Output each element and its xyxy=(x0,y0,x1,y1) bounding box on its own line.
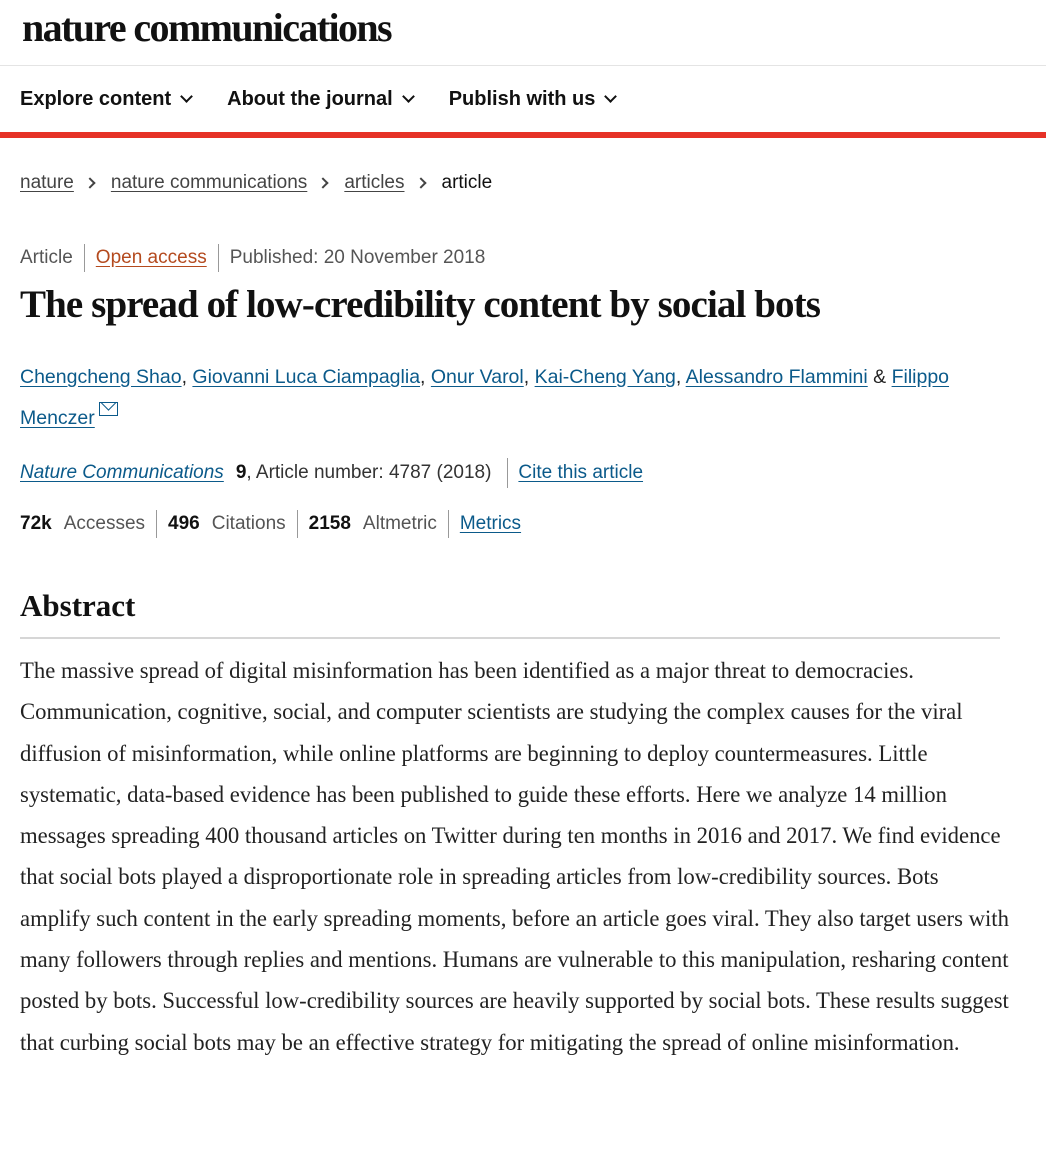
journal-volume: 9 xyxy=(235,462,247,483)
altmetric-score: 2158 xyxy=(308,513,351,534)
divider xyxy=(218,244,219,272)
divider xyxy=(507,458,508,488)
divider xyxy=(297,510,298,538)
nav-about-journal[interactable] xyxy=(227,79,413,119)
article-metrics xyxy=(20,510,521,538)
article-title: The spread of low-credibility content by social bots xyxy=(20,283,821,326)
chevron-right-icon xyxy=(415,177,426,188)
citations-count: 496 xyxy=(168,513,200,534)
site-header xyxy=(0,0,1046,66)
author-link[interactable]: Filippo Menczer xyxy=(20,366,950,429)
chevron-down-icon xyxy=(180,90,193,103)
accesses-count: 72k xyxy=(20,513,52,534)
nav-item-label: About the journal xyxy=(227,87,393,110)
main-nav xyxy=(0,66,1046,138)
author-separator: , xyxy=(523,366,535,388)
abstract-text: The massive spread of digital misinformation has been identified as a major threat to democracies. Communication, cognitive, social, and computer scientists are studying the complex causes for the viral diffusion of misinformation, while online platforms are beginning to deploy countermeasures. Little systematic, data-based evidence has been published to guide these efforts. Here we analyze 14 million messages spreading 400 thousand articles on Twitter during ten months in 2016 and 2017. We find evidence that social bots played a disproportionate role in spreading articles from low-credibility sources. Bots amplify such content in the early spreading moments, before an article goes viral. They also target users with many followers through replies and mentions. Humans are vulnerable to this manipulation, resharing content posted by bots. Successful low-credibility sources are heavily supported by social bots. These results suggest that curbing social bots may be an effective strategy for mitigating the spread of online misinformation. xyxy=(20,658,1009,1055)
journal-link[interactable]: Nature Communications xyxy=(20,462,224,483)
chevron-down-icon xyxy=(604,90,617,103)
metrics-link[interactable]: Metrics xyxy=(459,513,522,534)
section-divider xyxy=(20,637,1000,639)
breadcrumb-link-nature-communications[interactable]: nature communications xyxy=(110,172,308,193)
nav-item-label: Explore content xyxy=(20,87,172,110)
author-separator: , xyxy=(675,366,686,388)
author-separator: , xyxy=(181,366,193,388)
journal-logo[interactable]: nature communications xyxy=(22,5,391,50)
divider xyxy=(156,510,157,538)
breadcrumb-link-articles[interactable]: articles xyxy=(344,172,405,193)
divider xyxy=(448,510,449,538)
author-link[interactable]: Onur Varol xyxy=(430,366,524,388)
open-access-link[interactable]: Open access xyxy=(95,247,207,268)
article-type: Article xyxy=(20,247,73,268)
published-date: Published: 20 November 2018 xyxy=(229,247,486,268)
author-link[interactable]: Kai-Cheng Yang xyxy=(534,366,676,388)
chevron-right-icon xyxy=(84,177,95,188)
nav-publish-with-us[interactable] xyxy=(449,79,616,119)
citations-label: Citations xyxy=(211,513,286,534)
author-link[interactable]: Chengcheng Shao xyxy=(20,366,182,388)
article-number: , Article number: 4787 (2018) xyxy=(246,462,492,483)
chevron-down-icon xyxy=(402,90,415,103)
author-separator: , xyxy=(420,366,431,388)
abstract-heading: Abstract xyxy=(20,588,136,623)
altmetric-label: Altmetric xyxy=(362,513,437,534)
author-list xyxy=(20,357,1020,439)
nav-explore-content[interactable] xyxy=(20,79,191,119)
chevron-right-icon xyxy=(318,177,329,188)
author-last-separator: & xyxy=(867,366,892,388)
cite-this-article-link[interactable]: Cite this article xyxy=(518,462,644,483)
email-icon[interactable] xyxy=(99,402,118,416)
accesses-label: Accesses xyxy=(63,513,146,534)
breadcrumb xyxy=(20,172,492,194)
author-link[interactable]: Giovanni Luca Ciampaglia xyxy=(192,366,421,388)
divider xyxy=(84,244,85,272)
breadcrumb-current: article xyxy=(441,172,493,193)
article-meta xyxy=(20,244,485,272)
journal-citation xyxy=(20,458,643,488)
author-link[interactable]: Alessandro Flammini xyxy=(685,366,868,388)
breadcrumb-link-nature[interactable]: nature xyxy=(20,172,74,193)
nav-item-label: Publish with us xyxy=(448,87,596,110)
